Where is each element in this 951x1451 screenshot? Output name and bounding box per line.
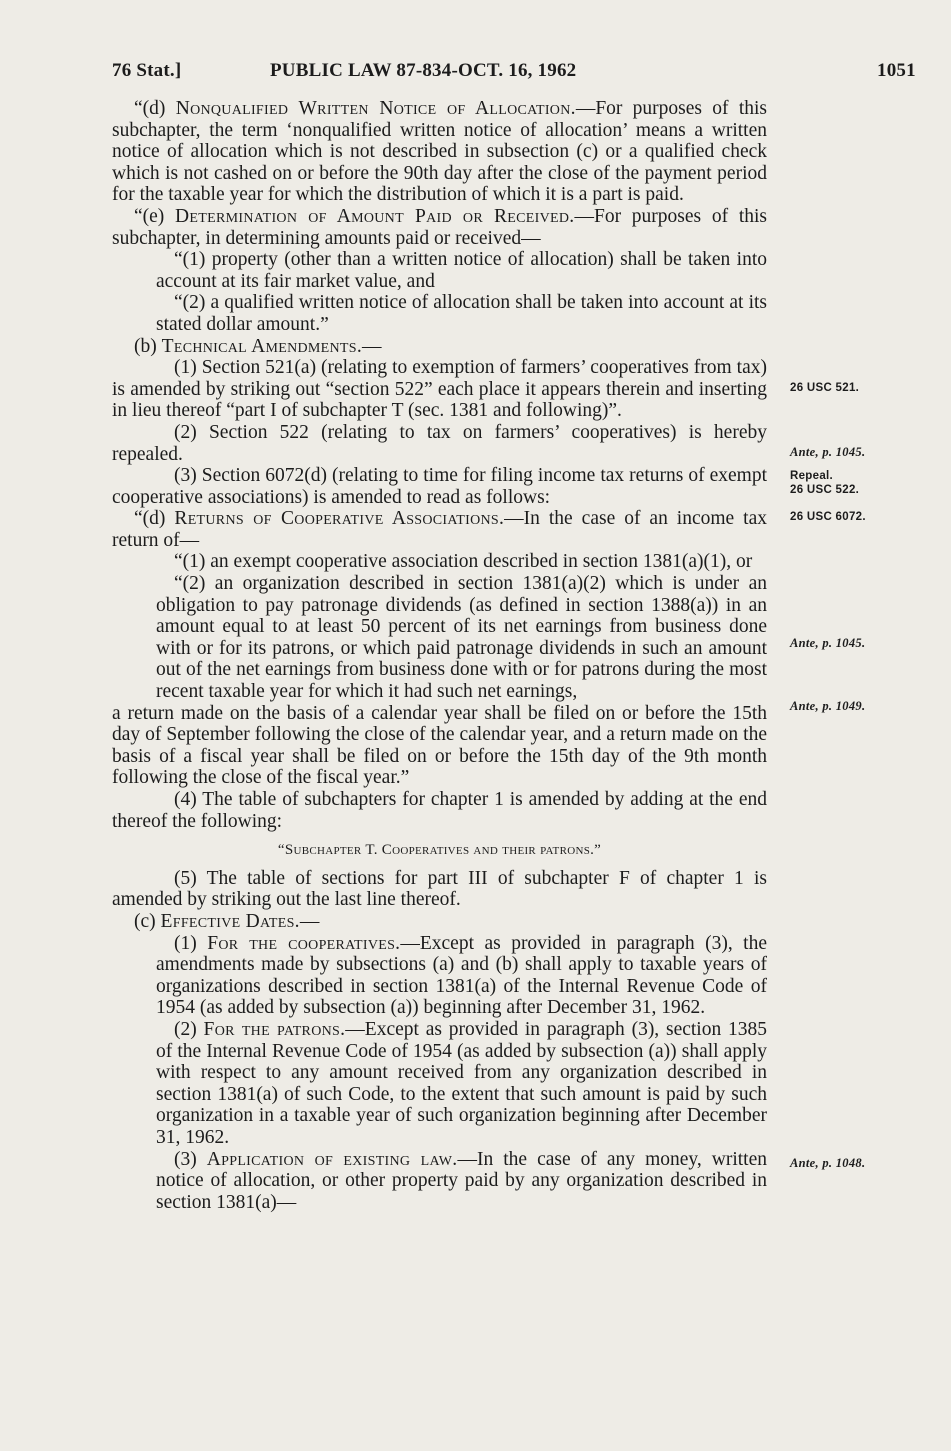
paragraph-e2: “(2) a qualified written notice of allocation shall be taken into account at its stated dollar amount.” — [156, 292, 767, 335]
heading-for-cooperatives: For the cooperatives. — [207, 932, 401, 954]
body-text — [112, 98, 767, 1213]
paragraph-rd-tail: a return made on the basis of a calendar year shall be filed on or before the 15th day of September following the close of the calendar year, and a return made on the basis of a fiscal year shall be filed on or before the 15th day of the 9th month following the close of the fiscal year.” — [112, 702, 767, 789]
margin-note: Ante, p. 1049. — [790, 699, 866, 713]
paragraph-b2: (2) Section 522 (relating to tax on farmers’ cooperatives) is hereby repealed. — [112, 421, 767, 465]
heading-returns-cooperative: Returns of Cooperative Associations. — [174, 508, 505, 530]
paragraph-b5: (5) The table of sections for part III of subchapter F of chapter 1 is amended by striking out the last line thereof. — [112, 867, 767, 911]
heading-nonqualified-notice: Nonqualified Written Notice of Allocation. — [175, 98, 576, 119]
margin-note: Ante, p. 1045. — [790, 445, 866, 459]
paragraph-rd2: “(2) an organization described in section 1381(a)(2) which is under an obligation to pay patronage dividends (as defined in section 1388(a)) in an amount equal to at least 50 percent of its net earnings from business done with or for its patrons, or which paid patronage dividends in such an amount out of the net earnings from business done with or for patrons during the most recent taxable year for which it had such net earnings, — [156, 573, 767, 703]
paragraph-c1: (1) For the cooperatives.—Except as provided in paragraph (3), the amendments made by subsections (a) and (b) shall apply to taxable years of organizations described in section 1381(a) of the Internal Revenue Code of 1954 (as added by subsection (a)) beginning after December 31, 1962. — [156, 932, 767, 1019]
heading-existing-law: Application of existing law. — [206, 1148, 458, 1170]
heading-effective-dates: Effective Dates. — [160, 910, 300, 932]
margin-note: Ante, p. 1048. — [790, 1156, 866, 1170]
paragraph-returns-d: “(d) Returns of Cooperative Associations.—In the case of an income tax return of— — [112, 508, 767, 551]
subchapter-entry: “Subchapter T. Cooperatives and their patrons.” — [277, 842, 602, 859]
heading-determination: Determination of Amount Paid or Received. — [175, 205, 575, 227]
margin-note: Ante, p. 1045. — [790, 636, 866, 650]
paragraph-e: “(e) Determination of Amount Paid or Received.—For purposes of this subchapter, in determining amounts paid or received— — [112, 205, 767, 249]
margin-note: 26 USC 521. — [790, 382, 860, 394]
page-number: 1051 — [877, 60, 916, 81]
paragraph-rd1: “(1) an exempt cooperative association described in section 1381(a)(1), or — [174, 551, 753, 573]
paragraph-b3: (3) Section 6072(d) (relating to time for filing income tax returns of exempt cooperative associations) is amended to read as follows: — [112, 465, 767, 508]
paragraph-d: “(d) Nonqualified Written Notice of Allocation.—For purposes of this subchapter, the term ‘nonqualified written notice of allocation’ means a written notice of allocation which is not described in subsection (c) or a qualified check which is not cashed on or before the 90th day after the close of the payment period for the taxable year for which the distribution of which it is a part is paid. — [112, 98, 767, 206]
paragraph-b4: (4) The table of subchapters for chapter 1 is amended by adding at the end thereof the following: — [112, 789, 767, 832]
volume-reference: 76 Stat.] — [112, 60, 182, 81]
margin-note: 26 USC 522. — [790, 484, 860, 496]
paragraph-b1: (1) Section 521(a) (relating to exemption of farmers’ cooperatives from tax) is amended by striking out “section 522” each place it appears therein and inserting in lieu thereof “part I of subchapter T (sec. 1381 and following)”. — [112, 357, 767, 422]
paragraph-c: (c) Effective Dates.— — [134, 910, 320, 932]
paragraph-e1: “(1) property (other than a written notice of allocation) shall be taken into account at its fair market value, and — [156, 249, 767, 292]
running-title: PUBLIC LAW 87-834-OCT. 16, 1962 — [270, 60, 577, 81]
margin-note: 26 USC 6072. — [790, 511, 866, 523]
margin-note: Repeal. — [790, 470, 834, 482]
heading-technical-amendments: Technical Amendments. — [161, 335, 363, 357]
paragraph-c2: (2) For the patrons.—Except as provided in paragraph (3), section 1385 of the Internal Revenue Code of 1954 (as added by subsection (a)) shall apply with respect to any amount received from any organization described in section 1381(a) of such Code, to the extent that such amount is paid by such organization in a taxable year of such organization beginning after December 31, 1962. — [156, 1018, 768, 1148]
heading-for-patrons: For the patrons. — [203, 1018, 346, 1040]
paragraph-c3: (3) Application of existing law.—In the case of any money, written notice of allocation, or other property paid by any organization described in section 1381(a)— — [156, 1148, 768, 1213]
paragraph-b: (b) Technical Amendments.— — [134, 335, 382, 357]
